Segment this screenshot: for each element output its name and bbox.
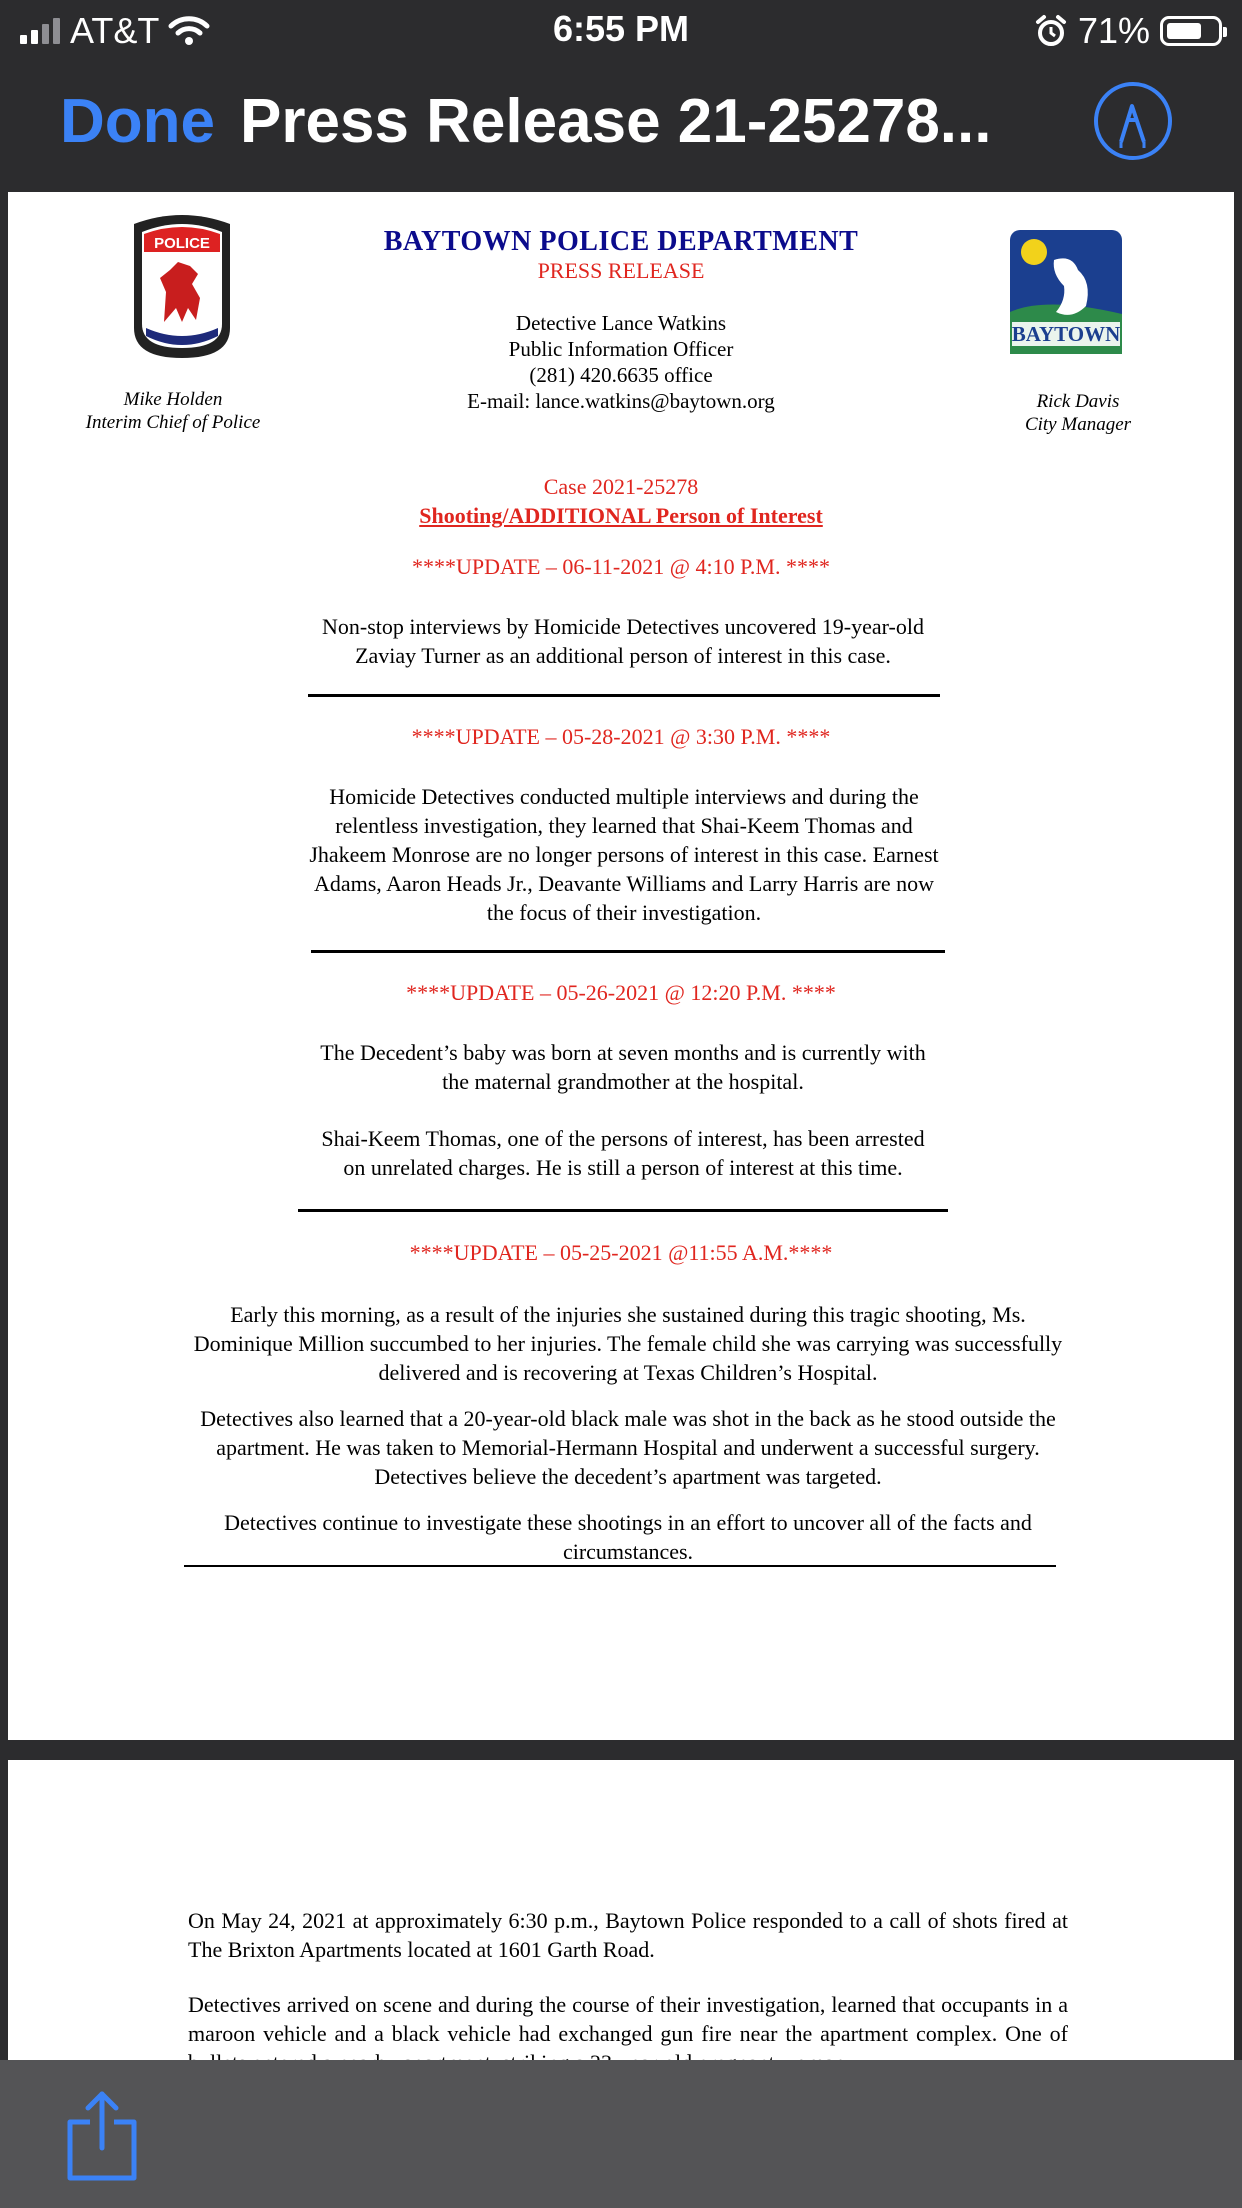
update-paragraph: Shai-Keem Thomas, one of the persons of interest, has been arrested on unrelated charges. He is still a person of interest at this time. [321,1126,925,1180]
update-heading: ****UPDATE – 06-11-2021 @ 4:10 P.M. **** [412,554,830,579]
battery-fill [1167,23,1201,39]
document-title: Press Release 21-25278... [240,87,992,156]
contact-role: Public Information Officer [508,337,734,361]
body-paragraph: Detectives arrived on scene and during the course of their investigation, learned that occupants in a maroon vehicle and a black vehicle had exchanged gun fire near the apartment complex. One of [188,1992,1068,2046]
update-paragraph: The Decedent’s baby was born at seven months and is currently with the maternal grandmother at the hospital. [320,1040,926,1094]
update-heading: ****UPDATE – 05-25-2021 @11:55 A.M.**** [409,1240,833,1265]
pdf-page-1[interactable] [8,192,1234,1740]
done-button[interactable]: Done [60,87,215,156]
chief-block [48,388,298,434]
status-time: 6:55 PM [552,8,690,49]
update-heading: ****UPDATE – 05-26-2021 @ 12:20 P.M. **** [406,980,836,1005]
badge-text: POLICE [154,235,210,252]
department-title: BAYTOWN POLICE DEPARTMENT [383,226,859,257]
contact-name: Detective Lance Watkins [515,311,727,335]
battery-icon [1160,16,1222,46]
press-release-label: PRESS RELEASE [537,258,705,283]
manager-block [928,390,1228,436]
manager-title: City Manager [1024,414,1132,435]
status-right [1034,8,1222,54]
section-divider [308,694,940,697]
section-divider [311,950,945,953]
alarm-icon [1034,14,1068,48]
contact-email: E-mail: lance.watkins@baytown.org [467,389,775,413]
manager-name: Rick Davis [1036,391,1120,412]
body-paragraph: On May 24, 2021 at approximately 6:30 p.m., Baytown Police responded to a call of shots fired at The Brixton Apartments located at 1601 Garth Road. [188,1908,1068,1962]
status-bar [0,0,1242,62]
carrier-label: AT&T [70,10,160,51]
section-divider [184,1565,1056,1567]
update-paragraph: Non-stop interviews by Homicide Detectives uncovered 19-year-old Zaviay Turner as an additional person of interest in this case. [322,614,924,668]
section-divider [298,1209,948,1212]
city-logo-text: BAYTOWN [1011,322,1121,346]
chief-name: Mike Holden [123,389,223,410]
case-block [8,472,1234,530]
update-paragraph: Homicide Detectives conducted multiple interviews and during the relentless investigation, they learned that Shai-Keem Thomas and Jhakeem Monrose are no longer persons of interest in this case. Earnest Adams, Aaron Heads Jr., Deavante Williams and Larry Harris are now the focus of their investigation. [309,784,939,925]
pdf-page-2[interactable] [8,1760,1234,2060]
update-paragraph: Detectives continue to investigate these shootings in an effort to uncover all of the facts and circumstances. [224,1510,1032,1564]
update-paragraph: Detectives also learned that a 20-year-old black male was shot in the back as he stood outside the apartment. He was taken to Memorial-Hermann Hospital and underwent a successful surgery. Detectives believe the decedent’s apartment was targeted. [200,1406,1056,1489]
bottom-toolbar [0,2060,1242,2208]
share-icon[interactable] [64,2088,140,2184]
markup-pen-icon[interactable] [1094,82,1172,160]
chief-title: Interim Chief of Police [85,412,261,433]
case-number: Case 2021-25278 [543,474,699,499]
update-heading: ****UPDATE – 05-28-2021 @ 3:30 P.M. **** [411,724,831,749]
case-title: Shooting/ADDITIONAL Person of Interest [419,503,823,528]
update-paragraph: Early this morning, as a result of the injuries she sustained during this tragic shooting, Ms. Dominique Million succumbed to her injuries. The female child she was carrying was successfully delivered and is recovering at Texas Children’s Hospital. [193,1302,1063,1385]
battery-percent: 71% [1077,10,1150,51]
contact-phone: (281) 420.6635 office [529,363,713,387]
nav-bar [0,62,1242,190]
